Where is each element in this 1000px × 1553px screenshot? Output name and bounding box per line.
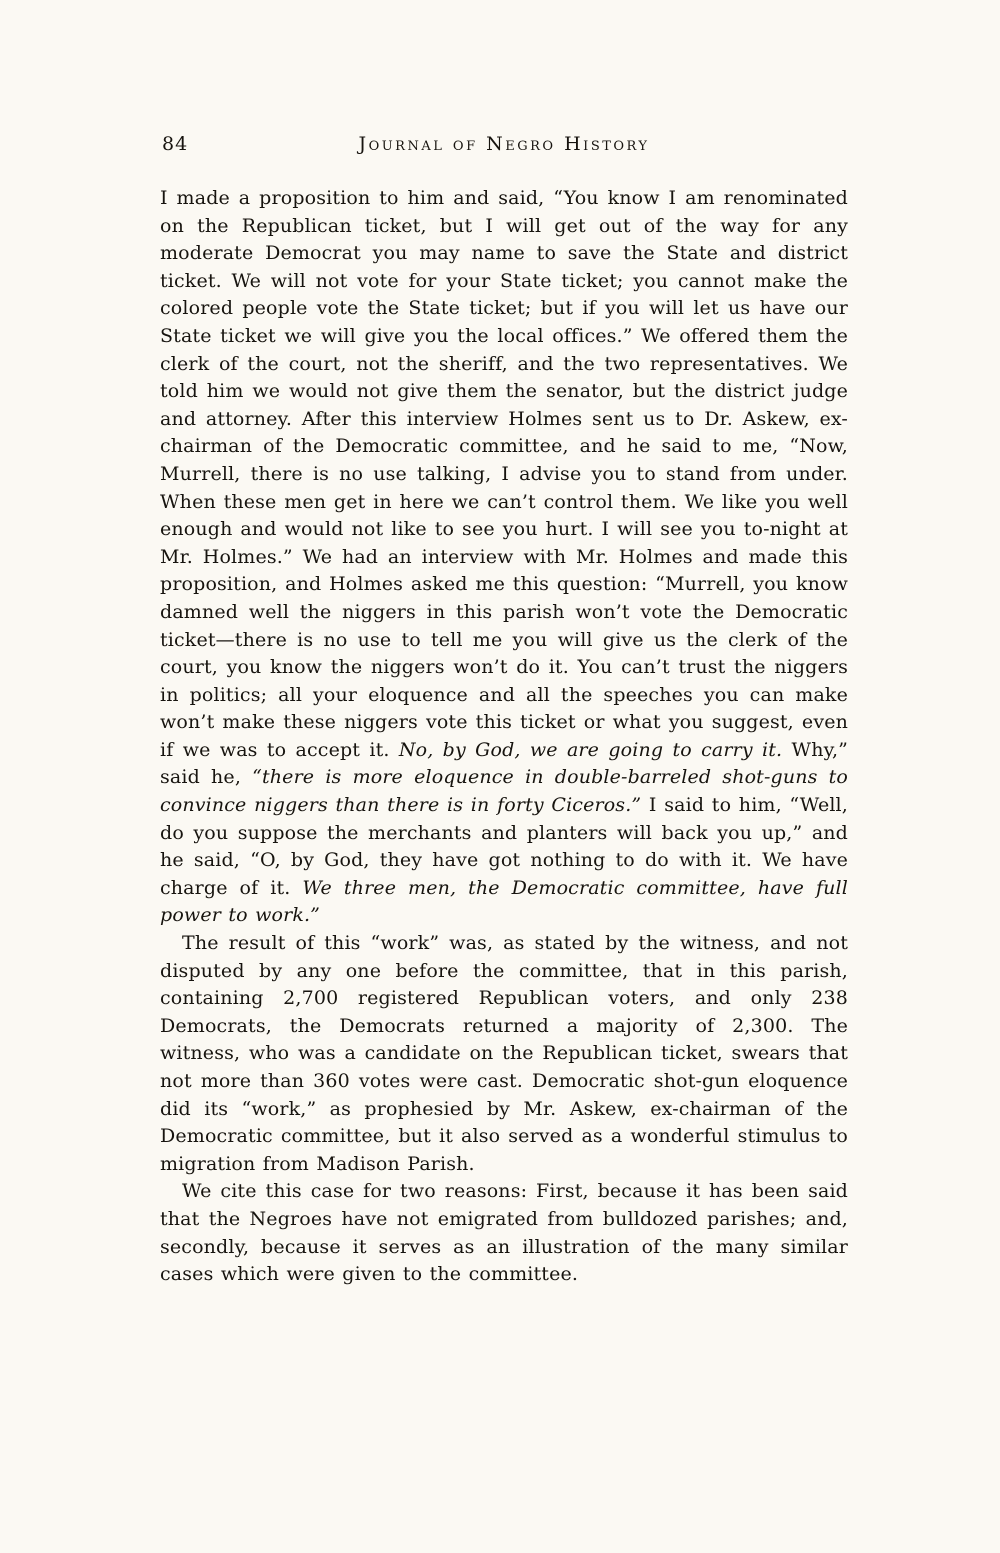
text-segment: Why,” said he, bbox=[160, 738, 848, 789]
paragraph-conclusion bbox=[160, 1178, 848, 1288]
running-head bbox=[160, 131, 848, 161]
italic-text-segment: No, by God, we are going to carry it. bbox=[398, 738, 783, 761]
text-segment: I said to him, “Well, do you suppose the merchants and planters will back you up,” and he said, “O, by God, they have got nothing to do with it. We have charge of it. bbox=[160, 794, 848, 899]
body-text bbox=[160, 185, 848, 1289]
italic-text-segment: We three men, the Democratic committee, have full power to work.” bbox=[160, 876, 848, 927]
page-number: 84 bbox=[162, 133, 189, 155]
page-content bbox=[160, 131, 848, 1289]
text-segment: I made a proposition to him and said, “You know I am renominated on the Republican ticket, but I will get out of the way for any moderate Democrat you may name to save the State and district ticket. We will not vote for your State ticket; you cannot make the colored people vote the State ticket; but if you will let us have our State ticket we will give you the local offices.” We offered them the clerk of the court, not the sheriff, and the two representatives. We told him we would not give them the senator, but the district judge and attorney. After this interview Holmes sent us to Dr. Askew, ex-chairman of the Democratic committee, and he said to me, “Now, Murrell, there is no use talking, I advise you to stand from under. When these men get in here we can’t control them. We like you well enough and would not like to see you hurt. I will see you to-night at Mr. Holmes.” We had an interview with Mr. Holmes and made this proposition, and Holmes asked me this question: “Murrell, you know damned well the niggers in this parish won’t vote the Democratic ticket—there is no use to tell me you will give us the clerk of the court, you know the niggers won’t do it. You can’t trust the niggers in politics; all your eloquence and all the speeches you can make won’t make these niggers vote this ticket or what you suggest, even if we was to accept it. bbox=[160, 187, 848, 761]
paragraph-result bbox=[160, 930, 848, 1178]
paragraph-testimony bbox=[160, 185, 848, 930]
italic-text-segment: “there is more eloquence in double-barreled shot-guns to convince niggers than there is in forty Ciceros.” bbox=[160, 766, 849, 817]
text-segment: We cite this case for two reasons: First, because it has been said that the Negroes have not emigrated from bulldozed parishes; and, secondly, because it serves as an illustration of the many similar cases which were given to the committee. bbox=[160, 1180, 848, 1286]
text-segment: The result of this “work” was, as stated by the witness, and not disputed by any one before the committee, that in this parish, containing 2,700 registered Republican voters, and only 238 Democrats, the Democrats returned a majority of 2,300. The witness, who was a candidate on the Republican ticket, swears that not more than 360 votes were cast. Democratic shot-gun eloquence did its “work,” as prophesied by Mr. Askew, ex-chairman of the Democratic committee, but it also served as a wonderful stimulus to migration from Madison Parish. bbox=[160, 932, 848, 1175]
journal-title: Journal of Negro History bbox=[358, 133, 650, 155]
